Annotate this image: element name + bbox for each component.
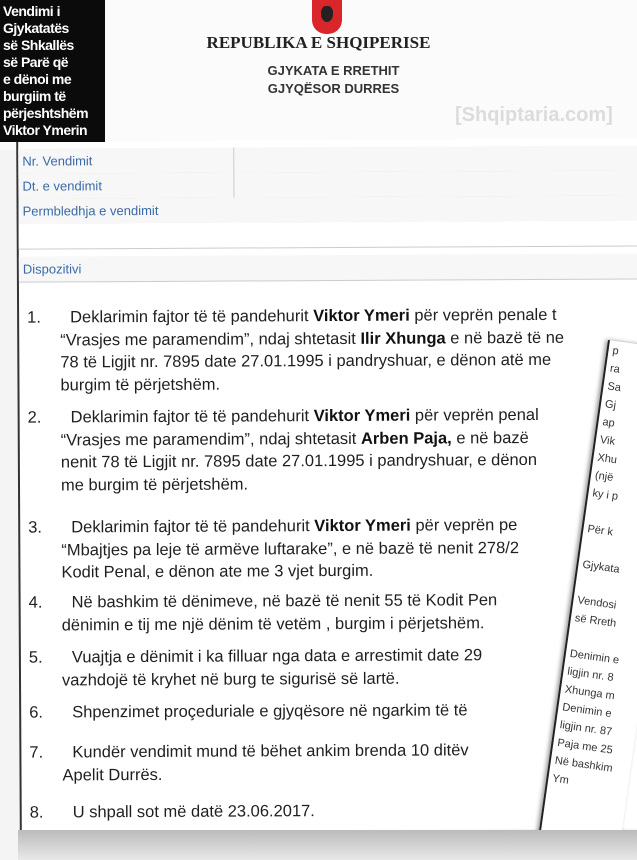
overlay-text-fragment: ap xyxy=(601,416,616,430)
item-line: vazhdojë të kryhet në burg te sigurisë së lartë. xyxy=(61,669,400,689)
table-row-summary: Permbledhja e vendimit xyxy=(18,195,637,224)
caption-line: e dënoi me xyxy=(3,71,72,87)
overlay-text-fragment: së Rreth xyxy=(574,612,617,630)
overlay-text-fragment: Vendosi xyxy=(576,594,618,612)
overlay-text-fragment: Xhu xyxy=(596,451,618,467)
overlay-text-fragment: ra xyxy=(609,362,621,376)
item-line: Deklarimin fajtor të të pandehurit Viktor Ymeri për veprën pe xyxy=(71,516,518,537)
overlay-text-fragment: ligjin nr. 87 xyxy=(559,719,613,739)
overlay-text-fragment: Për k xyxy=(586,523,614,539)
item-line: “Mbajtjes pa leje të armëve luftarake”, e në bazë të nenit 278/2 xyxy=(61,538,520,559)
item-line: Kodit Penal, e dënon ate me 3 vjet burgim. xyxy=(61,561,374,582)
caption-line: Vendimi i xyxy=(3,3,60,19)
overlay-text-fragment: Xhunga m xyxy=(564,683,616,703)
overlay-text-fragment: Gjykata xyxy=(581,558,621,576)
table-row-empty xyxy=(19,220,637,249)
caption-line: burgiim të xyxy=(3,88,66,104)
overlay-text-fragment: Denimin e xyxy=(561,701,613,721)
photo-caption xyxy=(0,0,105,142)
item-line: Shpenzimet proçeduriale e gjyqësore në ngarkim të të xyxy=(72,701,468,722)
item-line: Apelit Durrës. xyxy=(62,765,163,784)
item-number: 2. xyxy=(27,408,42,427)
watermark: [Shqiptaria.com] xyxy=(455,104,613,126)
overlay-text-fragment: Gj xyxy=(604,398,617,412)
caption-line: Viktor Ymerin xyxy=(3,122,88,138)
republic-title: REPUBLIKA E SHQIPERISE xyxy=(206,33,431,52)
item-number: 7. xyxy=(29,743,44,762)
caption-line: së Parë që xyxy=(3,54,69,70)
item-line: U shpall sot më datë 23.06.2017. xyxy=(72,802,315,822)
item-number: 5. xyxy=(28,648,43,667)
overlay-text-fragment: Ym xyxy=(551,772,570,787)
table-row-decision-number: Nr. Vendimit xyxy=(18,145,637,174)
overlay-text-fragment: Paja me 25 xyxy=(556,736,614,757)
item-number: 4. xyxy=(28,593,43,612)
overlay-text-fragment: ligjin nr. 8 xyxy=(566,665,615,684)
item-line: dënimin e tij me një dënim të vetëm , burgim i përjetshëm. xyxy=(61,613,485,634)
overlay-text-fragment: ky i p xyxy=(591,487,619,503)
caption-line: përjeshtshëm xyxy=(3,105,89,121)
disposition-item xyxy=(29,798,630,822)
decision-page xyxy=(16,138,637,831)
item-line: Vuajtja e dënimit i ka filluar nga data e arrestimit date 29 xyxy=(71,646,483,667)
item-line: burgim të përjetshëm. xyxy=(60,375,221,394)
item-line: Kundër vendimit mund të bëhet ankim brenda 10 ditëv xyxy=(72,741,469,762)
item-line: “Vrasjes me paramendim”, ndaj shtetasit Arben Paja, e në bazë xyxy=(60,428,529,449)
item-line: “Vrasjes me paramendim”, ndaj shtetasit Ilir Xhunga e në bazë të ne xyxy=(60,328,565,349)
court-name-line2: GJYQËSOR DURRES xyxy=(267,81,400,96)
court-name-line1: GJYKATA E RRETHIT xyxy=(267,63,400,78)
item-number: 8. xyxy=(29,803,44,822)
torn-edge-shadow xyxy=(18,830,637,860)
caption-line: së Shkallës xyxy=(3,37,74,53)
table-row-dispozitivi: Dispozitivi xyxy=(19,253,637,282)
table-row-decision-date: Dt. e vendimit xyxy=(18,170,637,199)
overlay-text-fragment: Sa xyxy=(606,380,622,395)
caption-line: Gjykatatës xyxy=(3,20,69,36)
overlay-text-fragment: Vik xyxy=(599,433,616,448)
item-line: me burgim të përjetshëm. xyxy=(60,474,249,494)
item-number: 3. xyxy=(28,518,43,537)
item-line: Në bashkim të dënimeve, në bazë të nenit 55 të Kodit Pen xyxy=(71,591,498,612)
overlay-text-fragment: (një xyxy=(594,469,615,485)
item-number: 6. xyxy=(29,703,44,722)
overlay-text-fragment: Denimin e xyxy=(569,647,620,667)
item-line: 78 të Ligjit nr. 7895 date 27.01.1995 i pandryshuar, e dënon atë me xyxy=(60,350,552,372)
item-line: Deklarimin fajtor të të pandehurit Viktor Ymeri për veprën penale t xyxy=(70,305,557,327)
overlay-text-fragment: Në bashkim xyxy=(554,754,614,775)
albanian-crest-icon xyxy=(312,0,342,34)
item-line: nenit 78 të Ligjit nr. 7895 date 27.01.1995 i pandryshuar, e dënon xyxy=(60,450,538,472)
overlay-text-fragment: p xyxy=(611,344,620,358)
item-line: Deklarimin fajtor të të pandehurit Viktor Ymeri për veprën penal xyxy=(70,405,539,427)
item-number: 1. xyxy=(27,308,41,327)
